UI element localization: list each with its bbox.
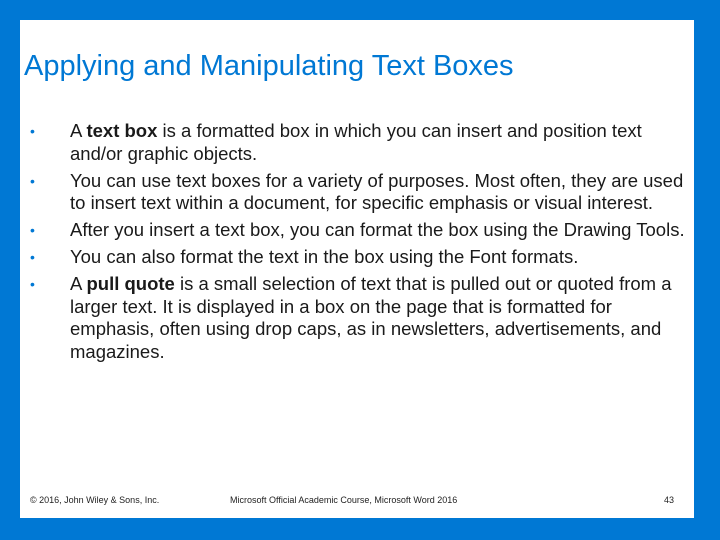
bullet-list bbox=[26, 120, 686, 368]
bullet-term: pull quote bbox=[86, 272, 175, 294]
bullet-text: is a small selection of text that is pulled out or quoted from a larger text. It is displayed in a box on the page that is formatted for emphasis, often using drop caps, as in newsletters, advertisements, and magazines. bbox=[70, 272, 672, 363]
bullet-item bbox=[26, 246, 686, 269]
bullet-text: is a formatted box in which you can insert and position text and/or graphic objects. bbox=[70, 120, 642, 164]
bullet-text: You can use text boxes for a variety of purposes. Most often, they are used to insert text within a document, for specific emphasis or visual interest. bbox=[70, 169, 684, 214]
footer-course: Microsoft Official Academic Course, Microsoft Word 2016 bbox=[230, 495, 458, 505]
bullet-icon: • bbox=[30, 248, 35, 265]
bullet-text: A bbox=[70, 272, 87, 294]
bullet-text: A bbox=[70, 120, 87, 141]
bullet-item bbox=[26, 120, 686, 166]
bullet-item bbox=[26, 273, 686, 364]
bullet-icon: • bbox=[30, 275, 35, 292]
bullet-icon: • bbox=[30, 123, 35, 139]
bullet-text: After you insert a text box, you can format the box using the Drawing Tools. bbox=[70, 219, 685, 241]
bullet-icon: • bbox=[30, 172, 35, 189]
footer-copyright: © 2016, John Wiley & Sons, Inc. bbox=[30, 495, 160, 505]
bullet-text: You can also format the text in the box using the Font formats. bbox=[70, 245, 579, 267]
bullet-term: text box bbox=[86, 120, 158, 141]
bullet-item bbox=[26, 219, 686, 242]
bullet-item bbox=[26, 170, 686, 216]
bullet-icon: • bbox=[30, 222, 35, 239]
footer-page-number: 43 bbox=[664, 495, 675, 505]
slide-title: Applying and Manipulating Text Boxes bbox=[24, 50, 514, 82]
